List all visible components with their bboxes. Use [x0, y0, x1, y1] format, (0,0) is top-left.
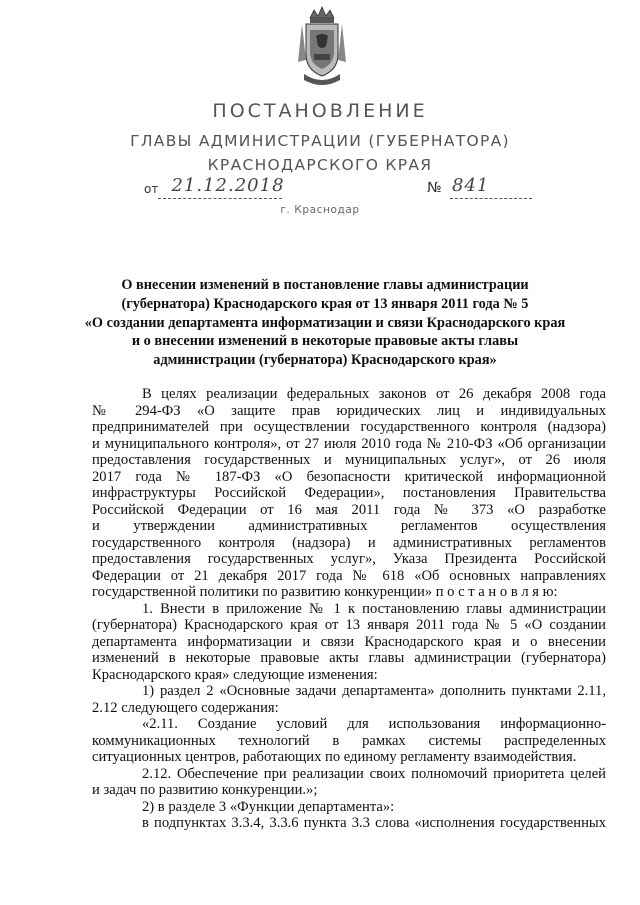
body-line: государственного контроля (надзора) и административных регламентов — [92, 534, 606, 551]
body-line: № 294-ФЗ «О защите прав юридических лиц и индивидуальных — [92, 402, 606, 419]
body-line: и утверждении административных регламентов осуществления — [92, 518, 606, 534]
body-line: Федерации от 21 декабря 2017 года № 618 «Об основных направлениях — [92, 567, 606, 584]
body-line: 2) в разделе 3 «Функции департамента»: — [142, 798, 395, 815]
body-line: предоставления государственных и муниципальных услуг», от 26 июля — [92, 452, 606, 468]
document-date: 21.12.2018 — [171, 175, 285, 196]
body-line: департамента информатизации и связи Краснодарского края и о внесении — [92, 633, 606, 650]
body-line: государственной политики по развитию конкуренции» п о с т а н о в л я ю: — [92, 584, 558, 600]
body-line: и задач по развитию конкуренции.»; — [92, 782, 318, 798]
body-line: 2.12 следующего содержания: — [92, 699, 279, 716]
body-line: изменений в некоторые правовые акты главы администрации (губернатора) — [92, 650, 606, 666]
title-line: «О создании департамента информатизации и связи Краснодарского края — [84, 314, 566, 331]
body-line: Краснодарского края» следующие изменения: — [92, 666, 378, 683]
body-line: (губернатора) Краснодарского края от 13 января 2011 года № 5 «О создании — [92, 617, 606, 633]
number-label: № — [427, 180, 442, 196]
title-line: и о внесении изменений в некоторые правовые акты главы — [131, 333, 519, 350]
number-underline — [450, 198, 532, 199]
body-line: 1) раздел 2 «Основные задачи департамента» дополнить пунктами 2.11, — [142, 683, 606, 699]
issuer-heading-line-1: ГЛАВЫ АДМИНИСТРАЦИИ (ГУБЕРНАТОРА) — [130, 132, 510, 150]
city-line: г. Краснодар — [280, 204, 360, 216]
date-label: от — [144, 182, 159, 196]
body-line: и муниципального контроля», от 27 июля 2010 года № 210-ФЗ «Об организации — [92, 435, 606, 452]
body-line: 2017 года № 187-ФЗ «О безопасности критической информационной — [92, 468, 606, 485]
body-line: 2.12. Обеспечение при реализации своих полномочий приоритета целей — [142, 765, 606, 782]
body-line: инфраструктуры Российской Федерации», постановления Правительства — [92, 485, 606, 501]
title-line: О внесении изменений в постановление главы администрации — [121, 277, 529, 293]
coat-of-arms-emblem — [296, 4, 348, 88]
doc-type-heading: ПОСТАНОВЛЕНИЕ — [212, 100, 428, 122]
title-line: (губернатора) Краснодарского края от 13 января 2011 года № 5 — [121, 295, 529, 312]
body-line: «2.11. Создание условий для использования информационно- — [142, 716, 606, 732]
title-line: администрации (губернатора) Краснодарского края» — [153, 352, 497, 369]
body-line: предпринимателей при осуществлении государственного контроля (надзора) — [92, 419, 606, 435]
document-number: 841 — [452, 175, 490, 196]
body-line: коммуникационных технологий в рамках системы распределенных — [92, 732, 606, 749]
document-title — [80, 276, 570, 370]
body-line: В целях реализации федеральных законов от 26 декабря 2008 года — [142, 386, 606, 402]
body-line: в подпунктах 3.3.4, 3.3.6 пункта 3.3 слова «исполнения государственных — [142, 815, 606, 831]
issuer-heading-line-2: КРАСНОДАРСКОГО КРАЯ — [207, 156, 433, 174]
body-line: ситуационных центров, работающих по единому регламенту взаимодействия. — [92, 749, 577, 765]
document-body — [92, 386, 606, 832]
body-line: Российской Федерации от 16 мая 2011 года № 373 «О разработке — [92, 501, 606, 518]
date-underline — [158, 198, 282, 199]
body-line: предоставления государственных услуг», Указа Президента Российской — [92, 551, 606, 567]
body-line: 1. Внести в приложение № 1 к постановлению главы администрации — [142, 600, 606, 617]
